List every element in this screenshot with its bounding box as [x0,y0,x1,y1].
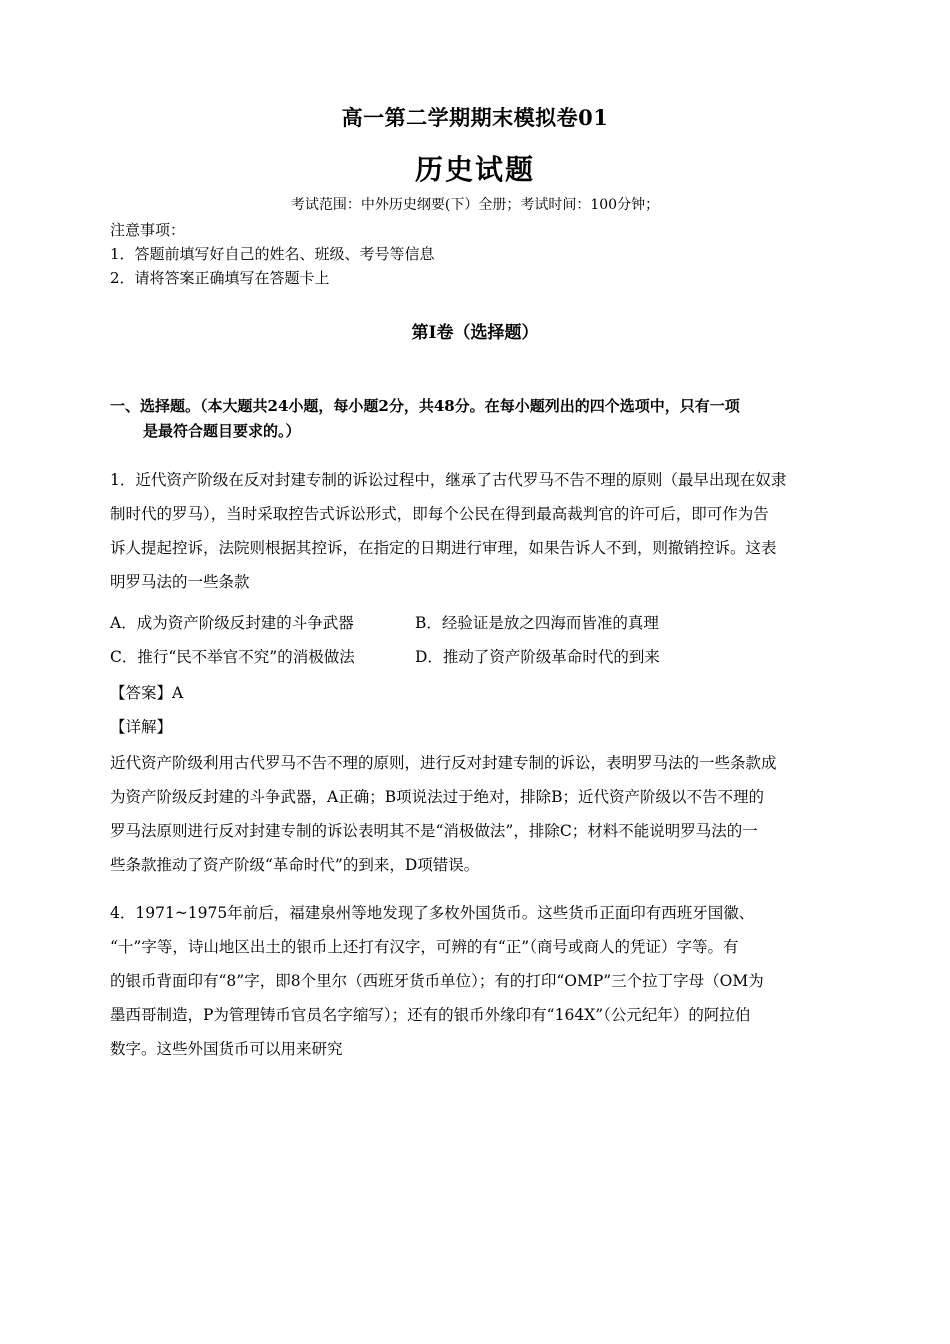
question-line: 墨西哥制造，P为管理铸币官员名字缩写）；还有的银币外缘印有“164X”（公元纪年）的阿拉伯 [110,1006,751,1024]
question-4-stem [110,896,845,1066]
question-line: 数字。这些外国货币可以用来研究 [110,1040,343,1058]
detail-label: 【详解】 [110,718,173,736]
detail-text [110,746,845,882]
notice-item: 1．答题前填写好自己的姓名、班级、考号等信息 [110,245,435,263]
question-1-options [110,606,845,674]
option-a: A．成为资产阶级反封建的斗争武器 [110,614,354,632]
question-line: 诉人提起控诉，法院则根据其控诉，在指定的日期进行审理，如果告诉人不到，则撤销控诉。这表 [110,539,777,557]
detail-line: 些条款推动了资产阶级“革命时代”的到来，D项错误。 [110,856,480,874]
part-heading [110,394,845,444]
answer-label: 【答案】A [110,684,184,702]
question-line: “十”字等，诗山地区出土的银币上还打有汉字，可辨的有“正”（商号或商人的凭证）字等。有 [110,938,739,956]
detail-line: 为资产阶级反封建的斗争武器，A正确；B项说法过于绝对，排除B；近代资产阶级以不告不理的 [110,788,764,806]
notice-block [110,218,435,290]
detail-line: 罗马法原则进行反对封建专制的诉讼表明其不是“消极做法”，排除C；材料不能说明罗马法的一 [110,822,758,840]
part-heading-line: 是最符合题目要求的。） [143,422,301,440]
option-c: C．推行“民不举官不究”的消极做法 [110,648,355,666]
subject-title: 历史试题 [414,153,535,186]
question-line: 1．近代资产阶级在反对封建专制的诉讼过程中，继承了古代罗马不告不理的原则（最早出现在奴隶 [110,471,787,489]
notice-heading: 注意事项： [110,221,186,239]
question-1-stem [110,463,845,599]
option-b: B．经验证是放之四海而皆准的真理 [415,614,659,632]
exam-title: 高一第二学期期末模拟卷01 [341,105,609,130]
question-line: 的银币背面印有“8”字，即8个里尔（西班牙货币单位）；有的打印“OMP”三个拉丁字母（OM为 [110,972,764,990]
question-line: 明罗马法的一些条款 [110,573,250,591]
option-d: D．推动了资产阶级革命时代的到来 [415,648,660,666]
section-title: 第I卷（选择题） [411,323,539,343]
notice-item: 2．请将答案正确填写在答题卡上 [110,269,330,287]
exam-scope: 考试范围：中外历史纲要(下）全册；考试时间：100分钟； [290,197,660,213]
detail-line: 近代资产阶级利用古代罗马不告不理的原则，进行反对封建专制的诉讼，表明罗马法的一些条款成 [110,754,777,772]
question-line: 制时代的罗马），当时采取控告式诉讼形式，即每个公民在得到最高裁判官的许可后，即可作为告 [110,505,769,523]
question-line: 4．1971~1975年前后，福建泉州等地发现了多枚外国货币。这些货币正面印有西班牙国徽、 [110,904,755,922]
part-heading-line: 一、选择题。（本大题共24小题，每小题2分，共48分。在每小题列出的四个选项中，只有一项 [110,397,740,415]
